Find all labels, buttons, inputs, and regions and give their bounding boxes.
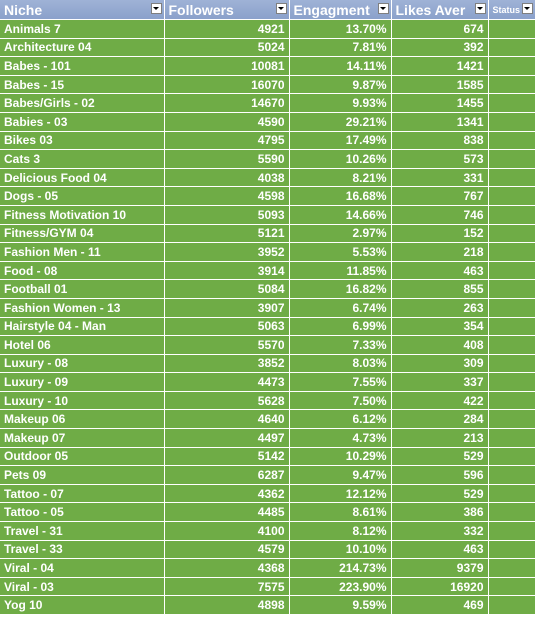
cell-followers[interactable]: 4473	[164, 373, 289, 392]
cell-status[interactable]	[488, 168, 535, 187]
table-row	[0, 317, 535, 336]
cell-niche[interactable]: Babes - 15	[0, 75, 164, 94]
table-row	[0, 94, 535, 113]
filter-dropdown-icon[interactable]	[522, 3, 533, 14]
table-row	[0, 429, 535, 448]
cell-status[interactable]	[488, 224, 535, 243]
cell-engagment[interactable]: 8.03%	[289, 354, 391, 373]
cell-niche[interactable]: Pets 09	[0, 466, 164, 485]
cell-engagment[interactable]: 6.74%	[289, 298, 391, 317]
cell-followers[interactable]: 4100	[164, 522, 289, 541]
cell-engagment[interactable]: 9.47%	[289, 466, 391, 485]
cell-likes-aver[interactable]: 263	[391, 298, 488, 317]
cell-followers[interactable]: 10081	[164, 57, 289, 76]
cell-likes-aver[interactable]: 392	[391, 38, 488, 57]
table-row	[0, 261, 535, 280]
cell-likes-aver[interactable]: 9379	[391, 559, 488, 578]
table-row	[0, 298, 535, 317]
cell-engagment[interactable]: 223.90%	[289, 577, 391, 596]
cell-status[interactable]	[488, 38, 535, 57]
cell-niche[interactable]: Animals 7	[0, 20, 164, 39]
cell-niche[interactable]: Tattoo - 05	[0, 503, 164, 522]
cell-likes-aver[interactable]: 573	[391, 150, 488, 169]
table-row	[0, 596, 535, 615]
cell-likes-aver[interactable]: 1585	[391, 75, 488, 94]
table-row	[0, 540, 535, 559]
cell-status[interactable]	[488, 205, 535, 224]
cell-niche[interactable]: Fashion Women - 13	[0, 298, 164, 317]
cell-engagment[interactable]: 214.73%	[289, 559, 391, 578]
cell-engagment[interactable]: 14.66%	[289, 205, 391, 224]
cell-status[interactable]	[488, 540, 535, 559]
cell-likes-aver[interactable]: 331	[391, 168, 488, 187]
cell-likes-aver[interactable]: 1341	[391, 112, 488, 131]
column-header-likes-aver	[391, 0, 488, 20]
table-row	[0, 57, 535, 76]
table-row	[0, 187, 535, 206]
cell-niche[interactable]: Yog 10	[0, 596, 164, 615]
cell-niche[interactable]: Delicious Food 04	[0, 168, 164, 187]
table-row	[0, 410, 535, 429]
cell-followers[interactable]: 3914	[164, 261, 289, 280]
cell-niche[interactable]: Luxury - 10	[0, 391, 164, 410]
cell-status[interactable]	[488, 559, 535, 578]
cell-niche[interactable]: Food - 08	[0, 261, 164, 280]
cell-engagment[interactable]: 17.49%	[289, 131, 391, 150]
cell-likes-aver[interactable]: 529	[391, 484, 488, 503]
cell-followers[interactable]: 3907	[164, 298, 289, 317]
cell-followers[interactable]: 6287	[164, 466, 289, 485]
cell-status[interactable]	[488, 75, 535, 94]
cell-engagment[interactable]: 7.81%	[289, 38, 391, 57]
cell-followers[interactable]: 5590	[164, 150, 289, 169]
cell-niche[interactable]: Architecture 04	[0, 38, 164, 57]
table-row	[0, 168, 535, 187]
cell-niche[interactable]: Viral - 04	[0, 559, 164, 578]
cell-status[interactable]	[488, 484, 535, 503]
cell-status[interactable]	[488, 131, 535, 150]
cell-followers[interactable]: 4579	[164, 540, 289, 559]
cell-followers[interactable]: 4038	[164, 168, 289, 187]
cell-engagment[interactable]: 9.93%	[289, 94, 391, 113]
table-row	[0, 447, 535, 466]
column-header-label: Likes Aver	[395, 1, 466, 18]
cell-status[interactable]	[488, 410, 535, 429]
filter-dropdown-icon[interactable]	[276, 3, 287, 14]
cell-engagment[interactable]: 13.70%	[289, 20, 391, 39]
cell-niche[interactable]: Hotel 06	[0, 336, 164, 355]
cell-status[interactable]	[488, 354, 535, 373]
cell-likes-aver[interactable]: 838	[391, 131, 488, 150]
cell-status[interactable]	[488, 280, 535, 299]
cell-status[interactable]	[488, 577, 535, 596]
column-header-label: Followers	[168, 1, 234, 18]
filter-dropdown-icon[interactable]	[378, 3, 389, 14]
cell-followers[interactable]: 5570	[164, 336, 289, 355]
column-header-label: Niche	[4, 1, 43, 18]
column-header-label: Status	[492, 4, 521, 15]
cell-followers[interactable]: 4362	[164, 484, 289, 503]
cell-engagment[interactable]: 8.61%	[289, 503, 391, 522]
table-row	[0, 38, 535, 57]
cell-likes-aver[interactable]: 218	[391, 243, 488, 262]
cell-status[interactable]	[488, 317, 535, 336]
cell-niche[interactable]: Fitness Motivation 10	[0, 205, 164, 224]
column-header-status	[488, 0, 535, 20]
cell-niche[interactable]: Babes/Girls - 02	[0, 94, 164, 113]
cell-followers[interactable]: 7575	[164, 577, 289, 596]
table-row	[0, 112, 535, 131]
cell-likes-aver[interactable]: 213	[391, 429, 488, 448]
cell-niche[interactable]: Hairstyle 04 - Man	[0, 317, 164, 336]
cell-followers[interactable]: 5093	[164, 205, 289, 224]
cell-engagment[interactable]: 9.59%	[289, 596, 391, 615]
cell-niche[interactable]: Makeup 06	[0, 410, 164, 429]
cell-followers[interactable]: 4598	[164, 187, 289, 206]
cell-engagment[interactable]: 29.21%	[289, 112, 391, 131]
cell-niche[interactable]: Bikes 03	[0, 131, 164, 150]
cell-status[interactable]	[488, 150, 535, 169]
cell-likes-aver[interactable]: 767	[391, 187, 488, 206]
cell-status[interactable]	[488, 596, 535, 615]
cell-likes-aver[interactable]: 386	[391, 503, 488, 522]
column-header-niche	[0, 0, 164, 20]
table-row	[0, 354, 535, 373]
cell-niche[interactable]: Travel - 33	[0, 540, 164, 559]
cell-status[interactable]	[488, 466, 535, 485]
cell-engagment[interactable]: 10.10%	[289, 540, 391, 559]
cell-likes-aver[interactable]: 463	[391, 261, 488, 280]
cell-likes-aver[interactable]: 596	[391, 466, 488, 485]
table-row	[0, 391, 535, 410]
table-row	[0, 336, 535, 355]
cell-engagment[interactable]: 16.82%	[289, 280, 391, 299]
cell-status[interactable]	[488, 503, 535, 522]
table-row	[0, 503, 535, 522]
cell-followers[interactable]: 5024	[164, 38, 289, 57]
cell-niche[interactable]: Luxury - 08	[0, 354, 164, 373]
table-row	[0, 373, 535, 392]
cell-likes-aver[interactable]: 746	[391, 205, 488, 224]
cell-niche[interactable]: Fitness/GYM 04	[0, 224, 164, 243]
cell-status[interactable]	[488, 447, 535, 466]
table-row	[0, 150, 535, 169]
cell-followers[interactable]: 3852	[164, 354, 289, 373]
cell-status[interactable]	[488, 298, 535, 317]
cell-followers[interactable]: 4368	[164, 559, 289, 578]
cell-likes-aver[interactable]: 408	[391, 336, 488, 355]
cell-engagment[interactable]: 11.85%	[289, 261, 391, 280]
cell-engagment[interactable]: 8.21%	[289, 168, 391, 187]
cell-status[interactable]	[488, 187, 535, 206]
cell-niche[interactable]: Babies - 03	[0, 112, 164, 131]
cell-status[interactable]	[488, 336, 535, 355]
cell-followers[interactable]: 4485	[164, 503, 289, 522]
cell-likes-aver[interactable]: 152	[391, 224, 488, 243]
cell-likes-aver[interactable]: 529	[391, 447, 488, 466]
cell-followers[interactable]: 5084	[164, 280, 289, 299]
cell-likes-aver[interactable]: 855	[391, 280, 488, 299]
filter-dropdown-icon[interactable]	[151, 3, 162, 14]
header-row	[0, 0, 535, 20]
cell-followers[interactable]: 4898	[164, 596, 289, 615]
table-row	[0, 75, 535, 94]
table-row	[0, 131, 535, 150]
cell-likes-aver[interactable]: 674	[391, 20, 488, 39]
table-row	[0, 522, 535, 541]
cell-followers[interactable]: 5063	[164, 317, 289, 336]
cell-followers[interactable]: 3952	[164, 243, 289, 262]
cell-followers[interactable]: 5628	[164, 391, 289, 410]
cell-engagment[interactable]: 7.50%	[289, 391, 391, 410]
cell-engagment[interactable]: 12.12%	[289, 484, 391, 503]
cell-followers[interactable]: 4640	[164, 410, 289, 429]
cell-likes-aver[interactable]: 284	[391, 410, 488, 429]
cell-engagment[interactable]: 4.73%	[289, 429, 391, 448]
cell-followers[interactable]: 14670	[164, 94, 289, 113]
cell-status[interactable]	[488, 391, 535, 410]
cell-status[interactable]	[488, 373, 535, 392]
cell-status[interactable]	[488, 429, 535, 448]
cell-niche[interactable]: Tattoo - 07	[0, 484, 164, 503]
cell-likes-aver[interactable]: 16920	[391, 577, 488, 596]
cell-likes-aver[interactable]: 337	[391, 373, 488, 392]
cell-engagment[interactable]: 5.53%	[289, 243, 391, 262]
cell-engagment[interactable]: 6.12%	[289, 410, 391, 429]
cell-niche[interactable]: Travel - 31	[0, 522, 164, 541]
filter-dropdown-icon[interactable]	[475, 3, 486, 14]
column-header-followers	[164, 0, 289, 20]
cell-followers[interactable]: 4795	[164, 131, 289, 150]
cell-followers[interactable]: 5142	[164, 447, 289, 466]
table-row	[0, 484, 535, 503]
cell-engagment[interactable]: 7.55%	[289, 373, 391, 392]
cell-status[interactable]	[488, 261, 535, 280]
cell-status[interactable]	[488, 57, 535, 76]
cell-status[interactable]	[488, 522, 535, 541]
table-row	[0, 224, 535, 243]
cell-likes-aver[interactable]: 1421	[391, 57, 488, 76]
cell-niche[interactable]: Football 01	[0, 280, 164, 299]
table-row	[0, 559, 535, 578]
cell-engagment[interactable]: 8.12%	[289, 522, 391, 541]
cell-engagment[interactable]: 7.33%	[289, 336, 391, 355]
cell-status[interactable]	[488, 112, 535, 131]
cell-followers[interactable]: 4921	[164, 20, 289, 39]
cell-status[interactable]	[488, 243, 535, 262]
cell-engagment[interactable]: 10.29%	[289, 447, 391, 466]
cell-niche[interactable]: Fashion Men - 11	[0, 243, 164, 262]
cell-niche[interactable]: Luxury - 09	[0, 373, 164, 392]
column-header-label: Engagment	[293, 1, 370, 18]
table-row	[0, 243, 535, 262]
cell-engagment[interactable]: 14.11%	[289, 57, 391, 76]
cell-likes-aver[interactable]: 463	[391, 540, 488, 559]
cell-likes-aver[interactable]: 1455	[391, 94, 488, 113]
cell-niche[interactable]: Viral - 03	[0, 577, 164, 596]
column-header-engagment	[289, 0, 391, 20]
table-row	[0, 205, 535, 224]
cell-engagment[interactable]: 2.97%	[289, 224, 391, 243]
cell-niche[interactable]: Outdoor 05	[0, 447, 164, 466]
cell-status[interactable]	[488, 20, 535, 39]
cell-engagment[interactable]: 10.26%	[289, 150, 391, 169]
table-row	[0, 466, 535, 485]
cell-likes-aver[interactable]: 354	[391, 317, 488, 336]
cell-niche[interactable]: Cats 3	[0, 150, 164, 169]
cell-status[interactable]	[488, 94, 535, 113]
cell-engagment[interactable]: 6.99%	[289, 317, 391, 336]
cell-niche[interactable]: Makeup 07	[0, 429, 164, 448]
cell-engagment[interactable]: 16.68%	[289, 187, 391, 206]
table-row	[0, 577, 535, 596]
cell-niche[interactable]: Dogs - 05	[0, 187, 164, 206]
cell-likes-aver[interactable]: 469	[391, 596, 488, 615]
cell-followers[interactable]: 4590	[164, 112, 289, 131]
cell-likes-aver[interactable]: 309	[391, 354, 488, 373]
table-row	[0, 280, 535, 299]
cell-followers[interactable]: 5121	[164, 224, 289, 243]
table-row	[0, 20, 535, 39]
cell-followers[interactable]: 16070	[164, 75, 289, 94]
table-body	[0, 20, 535, 615]
cell-followers[interactable]: 4497	[164, 429, 289, 448]
cell-niche[interactable]: Babes - 101	[0, 57, 164, 76]
cell-engagment[interactable]: 9.87%	[289, 75, 391, 94]
cell-likes-aver[interactable]: 332	[391, 522, 488, 541]
cell-likes-aver[interactable]: 422	[391, 391, 488, 410]
